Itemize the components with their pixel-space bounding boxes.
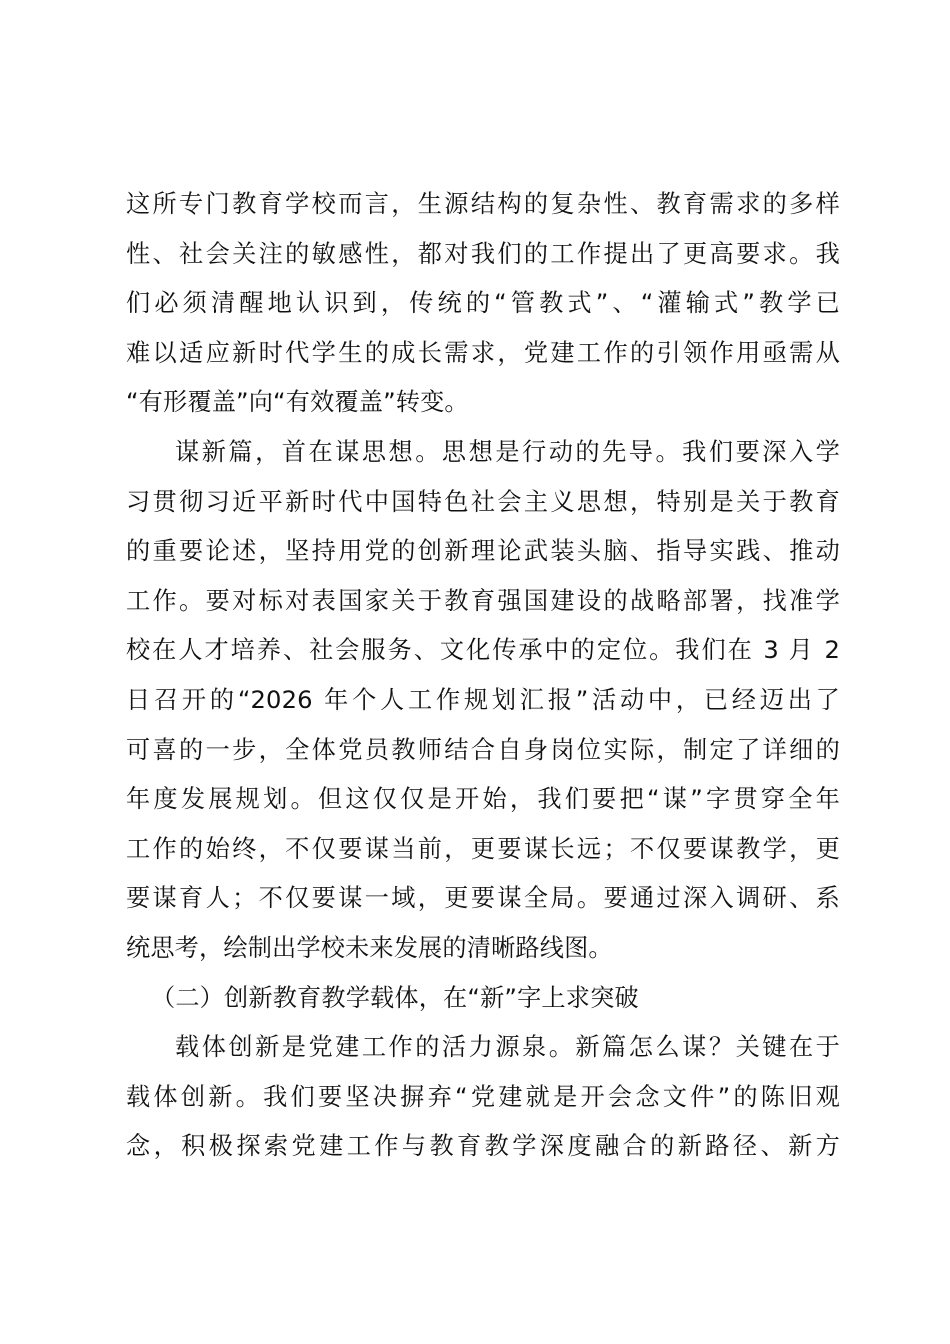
text-line: 载体创新。我们要坚决摒弃“党建就是开会念文件”的陈旧观 — [126, 1082, 840, 1111]
text-line: “有形覆盖”向“有效覆盖”转变。 — [126, 388, 469, 417]
paragraph-carrier-innovation — [126, 1023, 840, 1172]
text-line: 这所专门教育学校而言，生源结构的复杂性、教育需求的多样 — [126, 190, 840, 218]
text-line: 工作的始终，不仅要谋当前，更要谋长远；不仅要谋教学，更 — [126, 834, 840, 863]
text-line: 载体创新是党建工作的活力源泉。新篇怎么谋？关键在于 — [175, 1033, 840, 1062]
text-line: 的重要论述，坚持用党的创新理论武装头脑、指导实践、推动 — [126, 537, 840, 566]
text-line: 习贯彻习近平新时代中国特色社会主义思想，特别是关于教育 — [126, 487, 840, 516]
text-line: 念，积极探索党建工作与教育教学深度融合的新路径、新方 — [126, 1132, 840, 1161]
section-heading-2 — [126, 974, 840, 1024]
heading-text: （二）创新教育教学载体，在“新”字上求突破 — [151, 983, 639, 1012]
text-line: 校在人才培养、社会服务、文化传承中的定位。我们在 3 月 2 — [126, 636, 840, 665]
paragraph-school-context — [126, 180, 840, 428]
text-line: 们必须清醒地认识到，传统的“管教式”、“灌输式”教学已 — [126, 289, 840, 318]
paragraph-plan-thinking — [126, 428, 840, 974]
text-line: 难以适应新时代学生的成长需求，党建工作的引领作用亟需从 — [126, 338, 840, 367]
text-line: 可喜的一步，全体党员教师结合自身岗位实际，制定了详细的 — [126, 735, 840, 764]
text-line: 工作。要对标对表国家关于教育强国建设的战略部署，找准学 — [126, 586, 840, 615]
text-line: 统思考，绘制出学校未来发展的清晰路线图。 — [126, 933, 613, 962]
text-line: 要谋育人；不仅要谋一域，更要谋全局。要通过深入调研、系 — [126, 884, 840, 913]
document-page — [126, 180, 840, 1172]
text-line: 年度发展规划。但这仅仅是开始，我们要把“谋”字贯穿全年 — [126, 785, 840, 814]
text-line: 谋新篇，首在谋思想。思想是行动的先导。我们要深入学 — [175, 437, 840, 466]
text-line: 性、社会关注的敏感性，都对我们的工作提出了更高要求。我 — [126, 239, 840, 268]
text-line: 日召开的“2026 年个人工作规划汇报”活动中，已经迈出了 — [126, 685, 840, 714]
